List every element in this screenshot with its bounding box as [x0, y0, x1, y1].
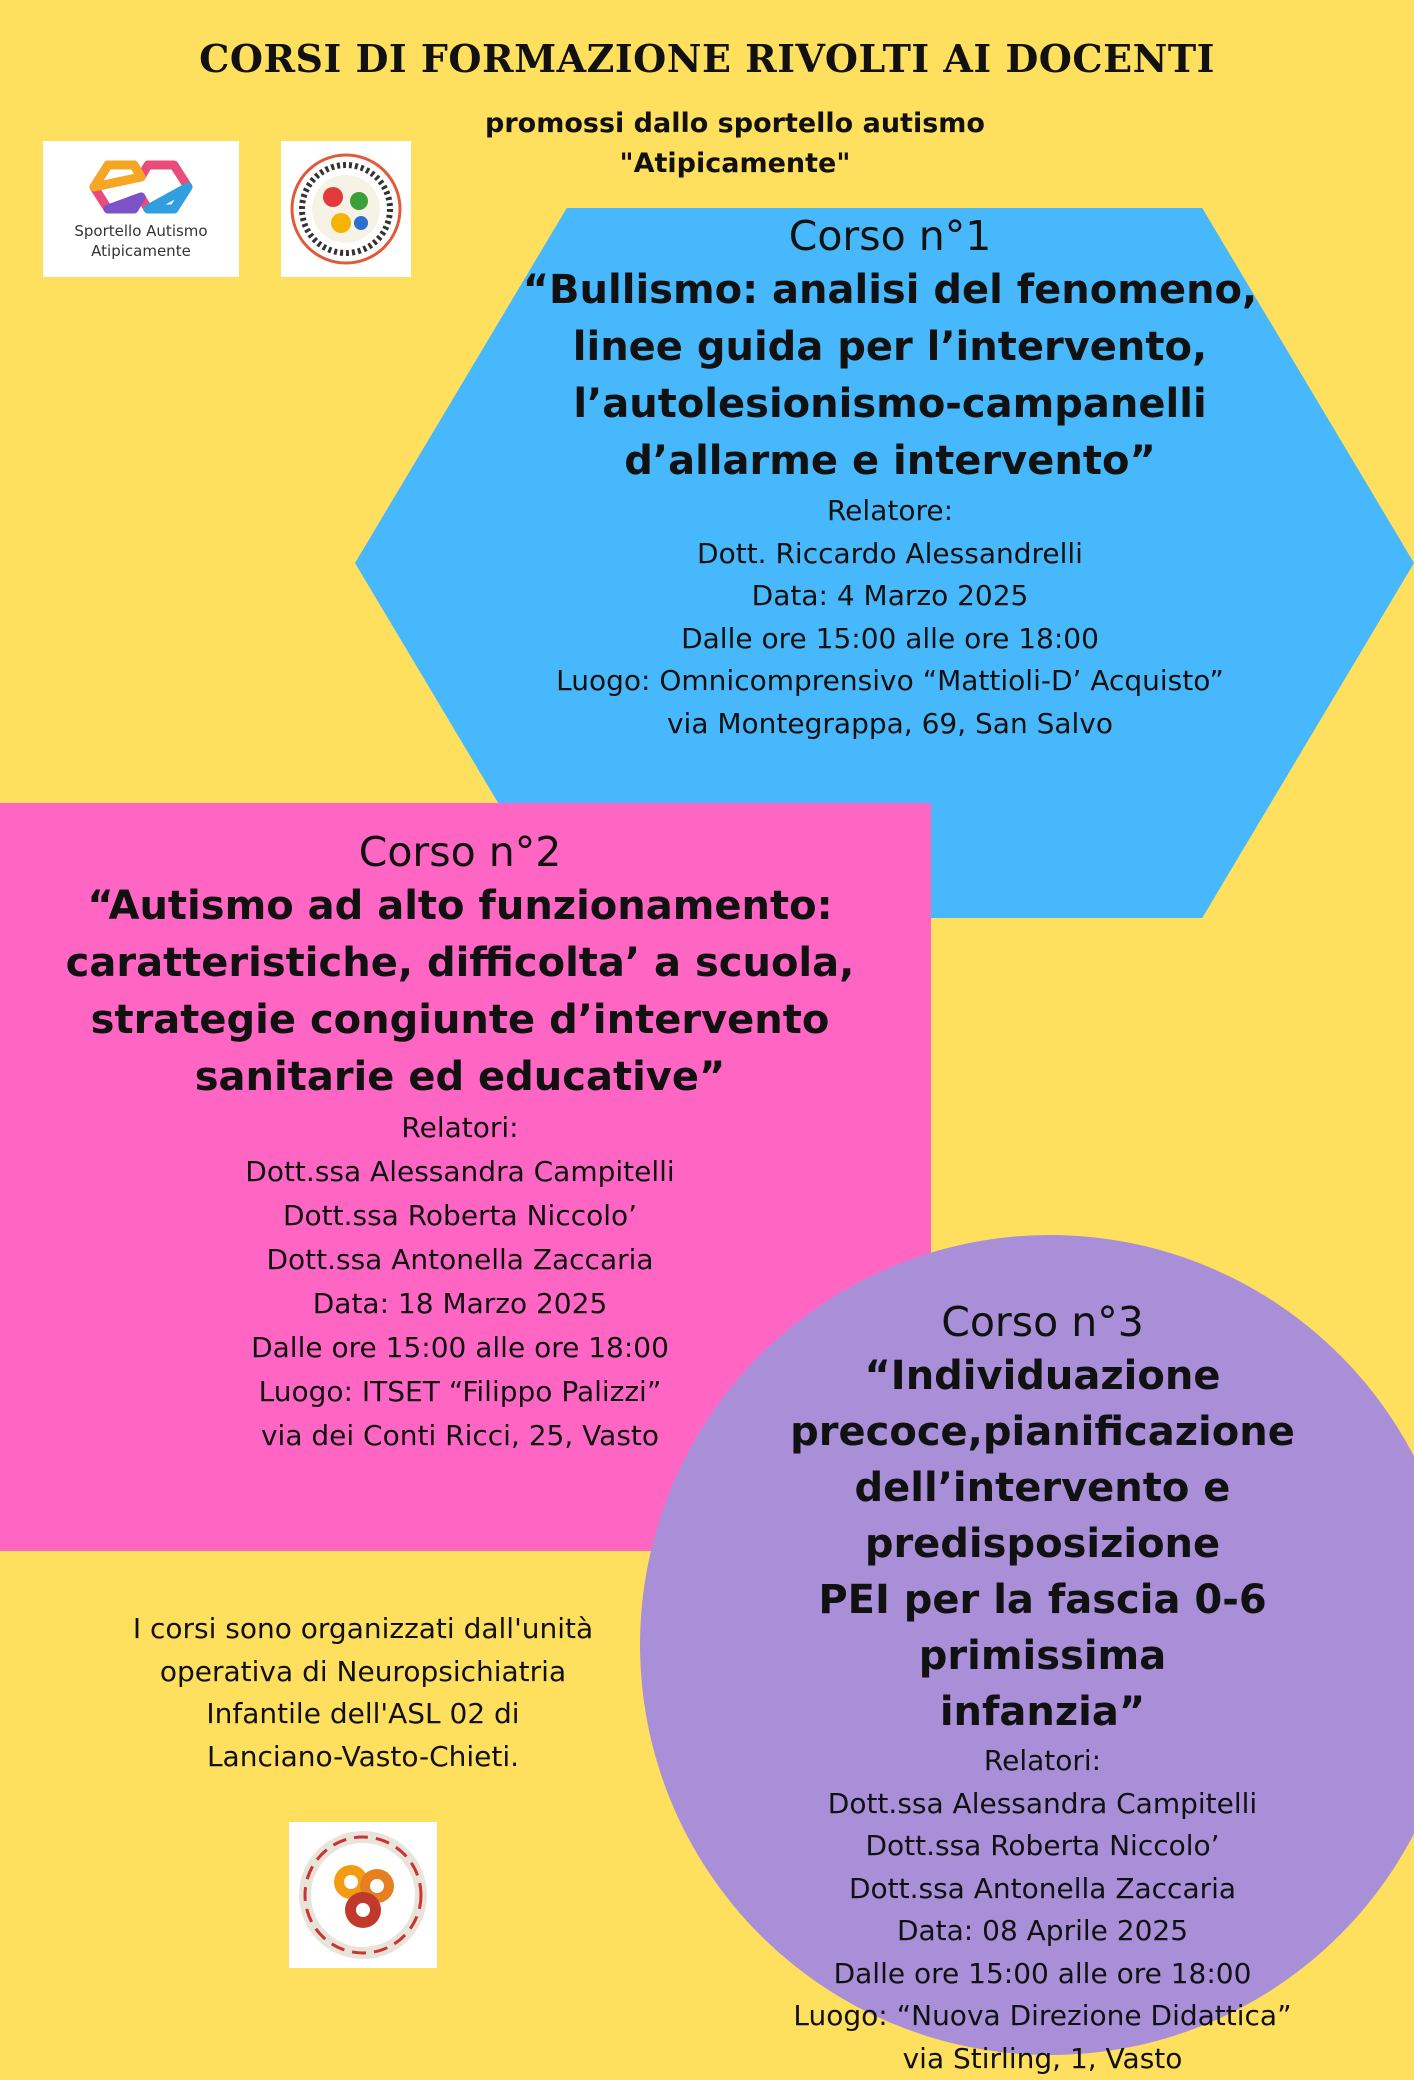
course-1-number: Corso n°1 [500, 210, 1280, 262]
course-1-detail-line: Dott. Riccardo Alessandrelli [500, 533, 1280, 576]
asl2-logo [289, 1822, 437, 1968]
course-3-title-line: “Individuazione [700, 1348, 1385, 1404]
course-2-detail-line: Dott.ssa Roberta Niccolo’ [60, 1194, 860, 1238]
page-subtitle [400, 104, 1070, 184]
course-3-details [700, 1740, 1385, 2080]
organizer-note-line: Infantile dell'ASL 02 di [108, 1693, 618, 1736]
subtitle-line-1: promossi dallo sportello autismo [400, 104, 1070, 144]
course-3-detail-line: Relatori: [700, 1740, 1385, 1783]
course-3-detail-line: Dott.ssa Antonella Zaccaria [700, 1868, 1385, 1911]
course-2-detail-line: Data: 18 Marzo 2025 [60, 1282, 860, 1326]
course-2-detail-line: via dei Conti Ricci, 25, Vasto [60, 1414, 860, 1458]
conservatorio-emblem-icon [281, 141, 411, 277]
course-1-title-line: d’allarme e intervento” [500, 433, 1280, 490]
course-1-details [500, 490, 1280, 745]
course-1-detail-line: via Montegrappa, 69, San Salvo [500, 703, 1280, 746]
course-1-title [500, 262, 1280, 490]
course-3-detail-line: Luogo: “Nuova Direzione Didattica” [700, 1995, 1385, 2038]
course-1 [500, 210, 1280, 745]
course-2-title-line: “Autismo ad alto funzionamento: [60, 878, 860, 935]
organizer-note [108, 1608, 618, 1778]
infinity-icon [86, 157, 196, 217]
course-3-title-line: precoce,pianificazione [700, 1404, 1385, 1460]
course-2-number: Corso n°2 [60, 826, 860, 878]
course-2-detail-line: Dott.ssa Alessandra Campitelli [60, 1150, 860, 1194]
course-3-number: Corso n°3 [700, 1296, 1385, 1348]
page-title: CORSI DI FORMAZIONE RIVOLTI AI DOCENTI [0, 36, 1414, 81]
course-3-title-line: dell’intervento e predisposizione [700, 1460, 1385, 1572]
course-2-title-line: strategie congiunte d’intervento [60, 992, 860, 1049]
course-1-title-line: “Bullismo: analisi del fenomeno, [500, 262, 1280, 319]
asl-triskelion-icon [289, 1822, 437, 1968]
conservatorio-logo [281, 141, 411, 277]
course-3-detail-line: via Stirling, 1, Vasto [700, 2038, 1385, 2080]
course-3-title [700, 1348, 1385, 1740]
course-3-detail-line: Dott.ssa Alessandra Campitelli [700, 1783, 1385, 1826]
course-3-detail-line: Dalle ore 15:00 alle ore 18:00 [700, 1953, 1385, 1996]
course-1-title-line: linee guida per l’intervento, [500, 319, 1280, 376]
course-1-detail-line: Dalle ore 15:00 alle ore 18:00 [500, 618, 1280, 661]
organizer-note-line: I corsi sono organizzati dall'unità [108, 1608, 618, 1651]
course-3-detail-line: Data: 08 Aprile 2025 [700, 1910, 1385, 1953]
course-2-detail-line: Luogo: ITSET “Filippo Palizzi” [60, 1370, 860, 1414]
course-1-detail-line: Relatore: [500, 490, 1280, 533]
course-3-title-line: infanzia” [700, 1684, 1385, 1740]
course-3-title-line: PEI per la fascia 0-6 primissima [700, 1572, 1385, 1684]
course-2-title [60, 878, 860, 1106]
organizer-note-line: operativa di Neuropsichiatria [108, 1651, 618, 1694]
course-1-title-line: l’autolesionismo-campanelli [500, 376, 1280, 433]
course-2-title-line: caratteristiche, difficolta’ a scuola, [60, 935, 860, 992]
course-2-detail-line: Dalle ore 15:00 alle ore 18:00 [60, 1326, 860, 1370]
course-3 [700, 1296, 1385, 2080]
course-1-detail-line: Luogo: Omnicomprensivo “Mattioli-D’ Acquisto” [500, 660, 1280, 703]
course-1-detail-line: Data: 4 Marzo 2025 [500, 575, 1280, 618]
sportello-logo-line-1: Sportello Autismo [43, 221, 239, 241]
course-3-detail-line: Dott.ssa Roberta Niccolo’ [700, 1825, 1385, 1868]
sportello-logo-line-2: Atipicamente [43, 241, 239, 261]
course-2-title-line: sanitarie ed educative” [60, 1049, 860, 1106]
course-2-detail-line: Dott.ssa Antonella Zaccaria [60, 1238, 860, 1282]
course-2-detail-line: Relatori: [60, 1106, 860, 1150]
sportello-autismo-logo [43, 141, 239, 277]
organizer-note-line: Lanciano-Vasto-Chieti. [108, 1736, 618, 1779]
subtitle-line-2: "Atipicamente" [400, 144, 1070, 184]
